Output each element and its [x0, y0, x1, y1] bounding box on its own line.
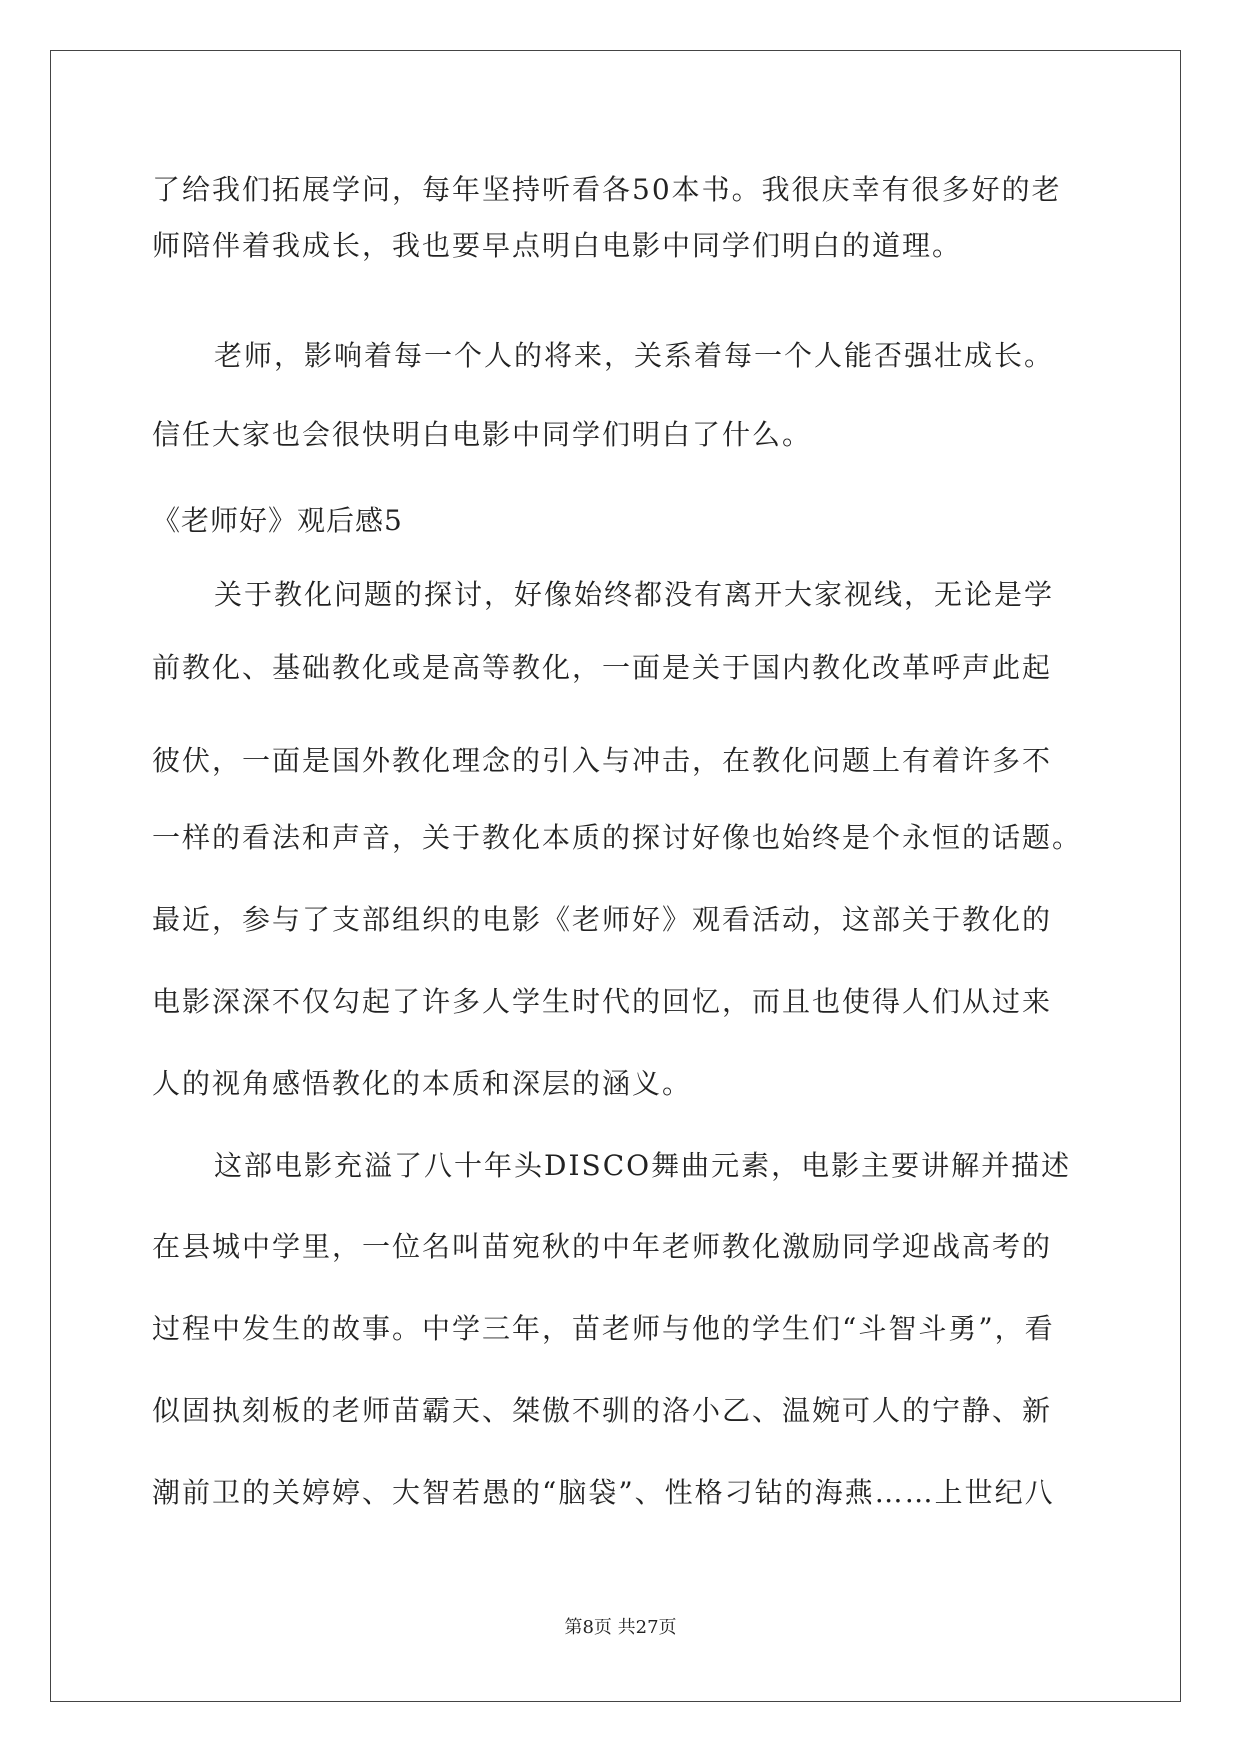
text-line: 最近，参与了支部组织的电影《老师好》观看活动，这部关于教化的	[152, 903, 1053, 936]
text-line: 潮前卫的关婷婷、大智若愚的“脑袋”、性格刁钻的海燕……上世纪八	[152, 1476, 1055, 1509]
text-line: 这部电影充溢了八十年头DISCO舞曲元素，电影主要讲解并描述	[214, 1149, 1072, 1182]
text-line: 彼伏，一面是国外教化理念的引入与冲击，在教化问题上有着许多不	[152, 744, 1053, 777]
text-line: 人的视角感悟教化的本质和深层的涵义。	[152, 1067, 693, 1100]
text-line: 似固执刻板的老师苗霸天、桀傲不驯的洛小乙、温婉可人的宁静、新	[152, 1394, 1053, 1427]
text-line: 了给我们拓展学问，每年坚持听看各50本书。我很庆幸有很多好的老	[152, 173, 1062, 206]
text-line: 老师，影响着每一个人的将来，关系着每一个人能否强壮成长。	[214, 339, 1055, 372]
text-line: 信任大家也会很快明白电影中同学们明白了什么。	[152, 418, 813, 451]
text-line: 过程中发生的故事。中学三年，苗老师与他的学生们“斗智斗勇”，看	[152, 1312, 1055, 1345]
section-heading: 《老师好》观后感5	[152, 504, 403, 537]
text-line: 电影深深不仅勾起了许多人学生时代的回忆，而且也使得人们从过来	[152, 985, 1053, 1018]
text-line: 师陪伴着我成长，我也要早点明白电影中同学们明白的道理。	[152, 229, 963, 262]
text-line: 一样的看法和声音，关于教化本质的探讨好像也始终是个永恒的话题。	[152, 821, 1083, 854]
page-footer: 第8页 共27页	[564, 1617, 677, 1638]
text-line: 在县城中学里，一位名叫苗宛秋的中年老师教化激励同学迎战高考的	[152, 1230, 1053, 1263]
text-line: 前教化、基础教化或是高等教化，一面是关于国内教化改革呼声此起	[152, 651, 1053, 684]
page-border	[50, 50, 1181, 1702]
text-line: 关于教化问题的探讨，好像始终都没有离开大家视线，无论是学	[214, 578, 1055, 611]
